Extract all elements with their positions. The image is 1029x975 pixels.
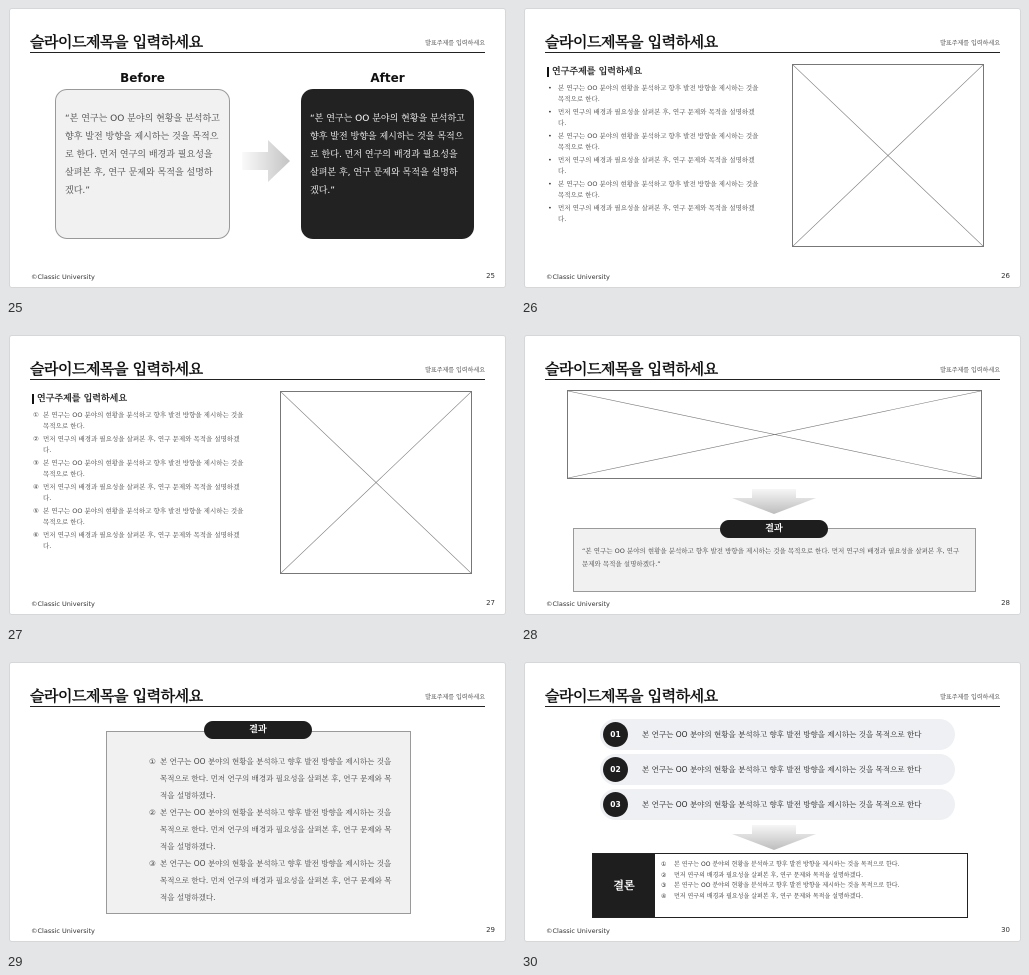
arrow-down-icon — [732, 489, 816, 514]
slide-subtitle: 발표주제를 입력하세요 — [940, 694, 1000, 701]
image-placeholder — [792, 64, 984, 247]
list-number: ③ — [149, 859, 156, 868]
conclusion-box — [592, 853, 968, 918]
list-item-text: 본 연구는 OO 분야의 현황을 분석하고 향후 발전 방향을 제시하는 것을 목적으로 한다. 먼저 연구의 배경과 필요성을 살펴본 후, 연구 문제와 목적을 설명하겠다. — [160, 859, 392, 902]
list-item-text: 본 연구는 OO 분야의 현황을 분석하고 향후 발전 방향을 제시하는 것을 목적으로 한다. — [43, 411, 244, 430]
topic-heading: 연구주제를 입력하세요 — [32, 394, 127, 404]
result-box: “본 연구는 OO 분야의 현황을 분석하고 향후 발전 방향을 제시하는 것을 목적으로 한다. 먼저 연구의 배경과 필요성을 살펴본 후, 연구 문제와 목적을 설명하겠다.” — [573, 528, 976, 592]
after-label: After — [370, 71, 405, 85]
list-item — [661, 871, 900, 882]
list-item-text: 먼저 연구의 배경과 필요성을 살펴본 후, 연구 문제와 목적을 설명하겠다. — [558, 156, 755, 175]
step-item — [600, 754, 955, 785]
bullet-marker: • — [548, 132, 552, 140]
list-item — [547, 131, 762, 153]
slide-page-number: 28 — [1001, 599, 1010, 607]
slide-footer: ©Classic University — [31, 273, 95, 281]
bullet-marker: • — [548, 180, 552, 188]
list-item-text: 먼저 연구의 배경과 필요성을 살펴본 후, 연구 문제와 목적을 설명하겠다. — [43, 483, 240, 502]
placeholder-cross-icon — [568, 391, 981, 478]
slide-subtitle: 발표주제를 입력하세요 — [940, 367, 1000, 374]
slide-footer: ©Classic University — [546, 927, 610, 935]
slide-title: 슬라이드제목을 입력하세요 — [30, 360, 203, 378]
slide-page-number: 30 — [1001, 926, 1010, 934]
list-number: ② — [149, 808, 156, 817]
list-item-text: 본 연구는 OO 분야의 현황을 분석하고 향후 발전 방향을 제시하는 것을 목적으로 한다. 먼저 연구의 배경과 필요성을 살펴본 후, 연구 문제와 목적을 설명하겠다. — [160, 808, 392, 851]
thumbnail-label-28: 28 — [523, 627, 538, 642]
list-item — [32, 410, 247, 432]
image-placeholder — [567, 390, 982, 479]
list-item-text: 먼저 연구의 배경과 필요성을 살펴본 후, 연구 문제와 목적을 설명하겠다. — [558, 108, 755, 127]
bullet-marker: • — [548, 108, 552, 116]
slide-subtitle: 발표주제를 입력하세요 — [425, 367, 485, 374]
list-item — [149, 804, 396, 855]
list-number: ② — [661, 871, 667, 879]
result-box — [106, 731, 411, 914]
slide-thumbnail-30[interactable] — [524, 662, 1021, 942]
title-divider — [545, 706, 1000, 707]
slide-page-number: 29 — [486, 926, 495, 934]
slide-page-number: 26 — [1001, 272, 1010, 280]
slide-title: 슬라이드제목을 입력하세요 — [545, 687, 718, 705]
list-item-text: 본 연구는 OO 분야의 현황을 분석하고 향후 발전 방향을 제시하는 것을 목적으로 한다. — [43, 507, 244, 526]
slide-page-number: 25 — [486, 272, 495, 280]
thumbnail-label-30: 30 — [523, 954, 538, 969]
list-item — [661, 860, 900, 871]
list-item-text: 본 연구는 OO 분야의 현황을 분석하고 향후 발전 방향을 제시하는 것을 목적으로 한다. — [674, 882, 900, 889]
slide-title: 슬라이드제목을 입력하세요 — [545, 360, 718, 378]
list-item-text: 본 연구는 OO 분야의 현황을 분석하고 향후 발전 방향을 제시하는 것을 목적으로 한다. — [674, 861, 900, 868]
list-item-text: 본 연구는 OO 분야의 현황을 분석하고 향후 발전 방향을 제시하는 것을 목적으로 한다. — [558, 132, 759, 151]
list-item — [547, 155, 762, 177]
list-item — [547, 83, 762, 105]
numbered-list — [149, 753, 396, 906]
list-item-text: 먼저 연구의 배경과 필요성을 살펴본 후, 연구 문제와 목적을 설명하겠다. — [43, 435, 240, 454]
conclusion-label: 결론 — [593, 854, 655, 917]
list-item-text: 먼저 연구의 배경과 필요성을 살펴본 후, 연구 문제와 목적을 설명하겠다. — [674, 871, 864, 879]
step-item — [600, 789, 955, 820]
list-item-text: 본 연구는 OO 분야의 현황을 분석하고 향후 발전 방향을 제시하는 것을 목적으로 한다. 먼저 연구의 배경과 필요성을 살펴본 후, 연구 문제와 목적을 설명하겠다. — [160, 757, 392, 800]
list-item-text: 먼저 연구의 배경과 필요성을 살펴본 후, 연구 문제와 목적을 설명하겠다. — [558, 204, 755, 223]
before-label: Before — [120, 71, 165, 85]
bullet-marker: • — [548, 156, 552, 164]
bullet-list — [547, 83, 762, 227]
slide-thumbnail-25[interactable] — [9, 8, 506, 288]
title-divider — [30, 52, 485, 53]
list-item-text: 먼저 연구의 배경과 필요성을 살펴본 후, 연구 문제와 목적을 설명하겠다. — [43, 531, 240, 550]
thumbnail-label-27: 27 — [8, 627, 23, 642]
after-box: “본 연구는 OO 분야의 현황을 분석하고 향후 발전 방향을 제시하는 것을 목적으로 한다. 먼저 연구의 배경과 필요성을 살펴본 후, 연구 문제와 목적을 설명하겠다.” — [301, 89, 474, 239]
thumbnail-label-25: 25 — [8, 300, 23, 315]
slide-title: 슬라이드제목을 입력하세요 — [30, 33, 203, 51]
list-item-text: 본 연구는 OO 분야의 현황을 분석하고 향후 발전 방향을 제시하는 것을 목적으로 한다. — [558, 84, 759, 103]
arrow-down-icon — [732, 825, 816, 850]
list-item — [547, 107, 762, 129]
placeholder-cross-icon — [793, 65, 983, 246]
list-number: ② — [33, 435, 39, 443]
list-item — [32, 458, 247, 480]
conclusion-list — [661, 860, 900, 902]
slide-thumbnail-29[interactable] — [9, 662, 506, 942]
bullet-marker: • — [548, 84, 552, 92]
list-item — [149, 855, 396, 906]
list-number: ③ — [33, 459, 39, 467]
step-number-badge: 02 — [603, 757, 628, 782]
list-item — [32, 434, 247, 456]
slide-footer: ©Classic University — [546, 273, 610, 281]
list-item — [547, 179, 762, 201]
list-number: ③ — [661, 882, 667, 889]
title-divider — [545, 379, 1000, 380]
list-item — [32, 482, 247, 504]
list-number: ① — [661, 861, 667, 868]
step-item — [600, 719, 955, 750]
list-item — [661, 881, 900, 892]
list-item — [32, 530, 247, 552]
slide-subtitle: 발표주제를 입력하세요 — [425, 40, 485, 47]
title-divider — [30, 379, 485, 380]
list-number: ⑤ — [33, 507, 39, 515]
slide-footer: ©Classic University — [546, 600, 610, 608]
title-divider — [30, 706, 485, 707]
slide-page-number: 27 — [486, 599, 495, 607]
list-item-text: 본 연구는 OO 분야의 현황을 분석하고 향후 발전 방향을 제시하는 것을 목적으로 한다. — [558, 180, 759, 199]
list-item — [149, 753, 396, 804]
step-text: 본 연구는 OO 분야의 현황을 분석하고 향후 발전 방향을 제시하는 것을 목적으로 한다 — [642, 730, 922, 739]
arrow-right-icon — [242, 140, 290, 182]
slide-thumbnail-27[interactable] — [9, 335, 506, 615]
list-item — [547, 203, 762, 225]
step-number-badge: 01 — [603, 722, 628, 747]
thumbnail-label-29: 29 — [8, 954, 23, 969]
slide-thumbnail-28[interactable] — [524, 335, 1021, 615]
slide-title: 슬라이드제목을 입력하세요 — [545, 33, 718, 51]
title-divider — [545, 52, 1000, 53]
list-number: ① — [33, 411, 39, 419]
list-item — [32, 506, 247, 528]
numbered-list — [32, 410, 247, 554]
result-label: 결과 — [720, 520, 828, 538]
before-box: “본 연구는 OO 분야의 현황을 분석하고 향후 발전 방향을 제시하는 것을 목적으로 한다. 먼저 연구의 배경과 필요성을 살펴본 후, 연구 문제와 목적을 설명하겠다.” — [55, 89, 230, 239]
list-number: ④ — [661, 892, 667, 900]
step-text: 본 연구는 OO 분야의 현황을 분석하고 향후 발전 방향을 제시하는 것을 목적으로 한다 — [642, 765, 922, 774]
slide-footer: ©Classic University — [31, 927, 95, 935]
list-number: ⑥ — [33, 531, 39, 539]
list-number: ④ — [33, 483, 39, 491]
list-item-text: 본 연구는 OO 분야의 현황을 분석하고 향후 발전 방향을 제시하는 것을 목적으로 한다. — [43, 459, 244, 478]
placeholder-cross-icon — [281, 392, 471, 573]
slide-subtitle: 발표주제를 입력하세요 — [940, 40, 1000, 47]
result-label: 결과 — [204, 721, 312, 739]
image-placeholder — [280, 391, 472, 574]
slide-subtitle: 발표주제를 입력하세요 — [425, 694, 485, 701]
thumbnail-label-26: 26 — [523, 300, 538, 315]
slide-footer: ©Classic University — [31, 600, 95, 608]
list-number: ① — [149, 757, 156, 766]
bullet-marker: • — [548, 204, 552, 212]
step-text: 본 연구는 OO 분야의 현황을 분석하고 향후 발전 방향을 제시하는 것을 목적으로 한다 — [642, 800, 922, 809]
slide-thumbnail-26[interactable] — [524, 8, 1021, 288]
step-number-badge: 03 — [603, 792, 628, 817]
topic-heading: 연구주제를 입력하세요 — [547, 67, 642, 77]
list-item-text: 먼저 연구의 배경과 필요성을 살펴본 후, 연구 문제와 목적을 설명하겠다. — [674, 892, 864, 900]
list-item — [661, 892, 900, 903]
slide-title: 슬라이드제목을 입력하세요 — [30, 687, 203, 705]
